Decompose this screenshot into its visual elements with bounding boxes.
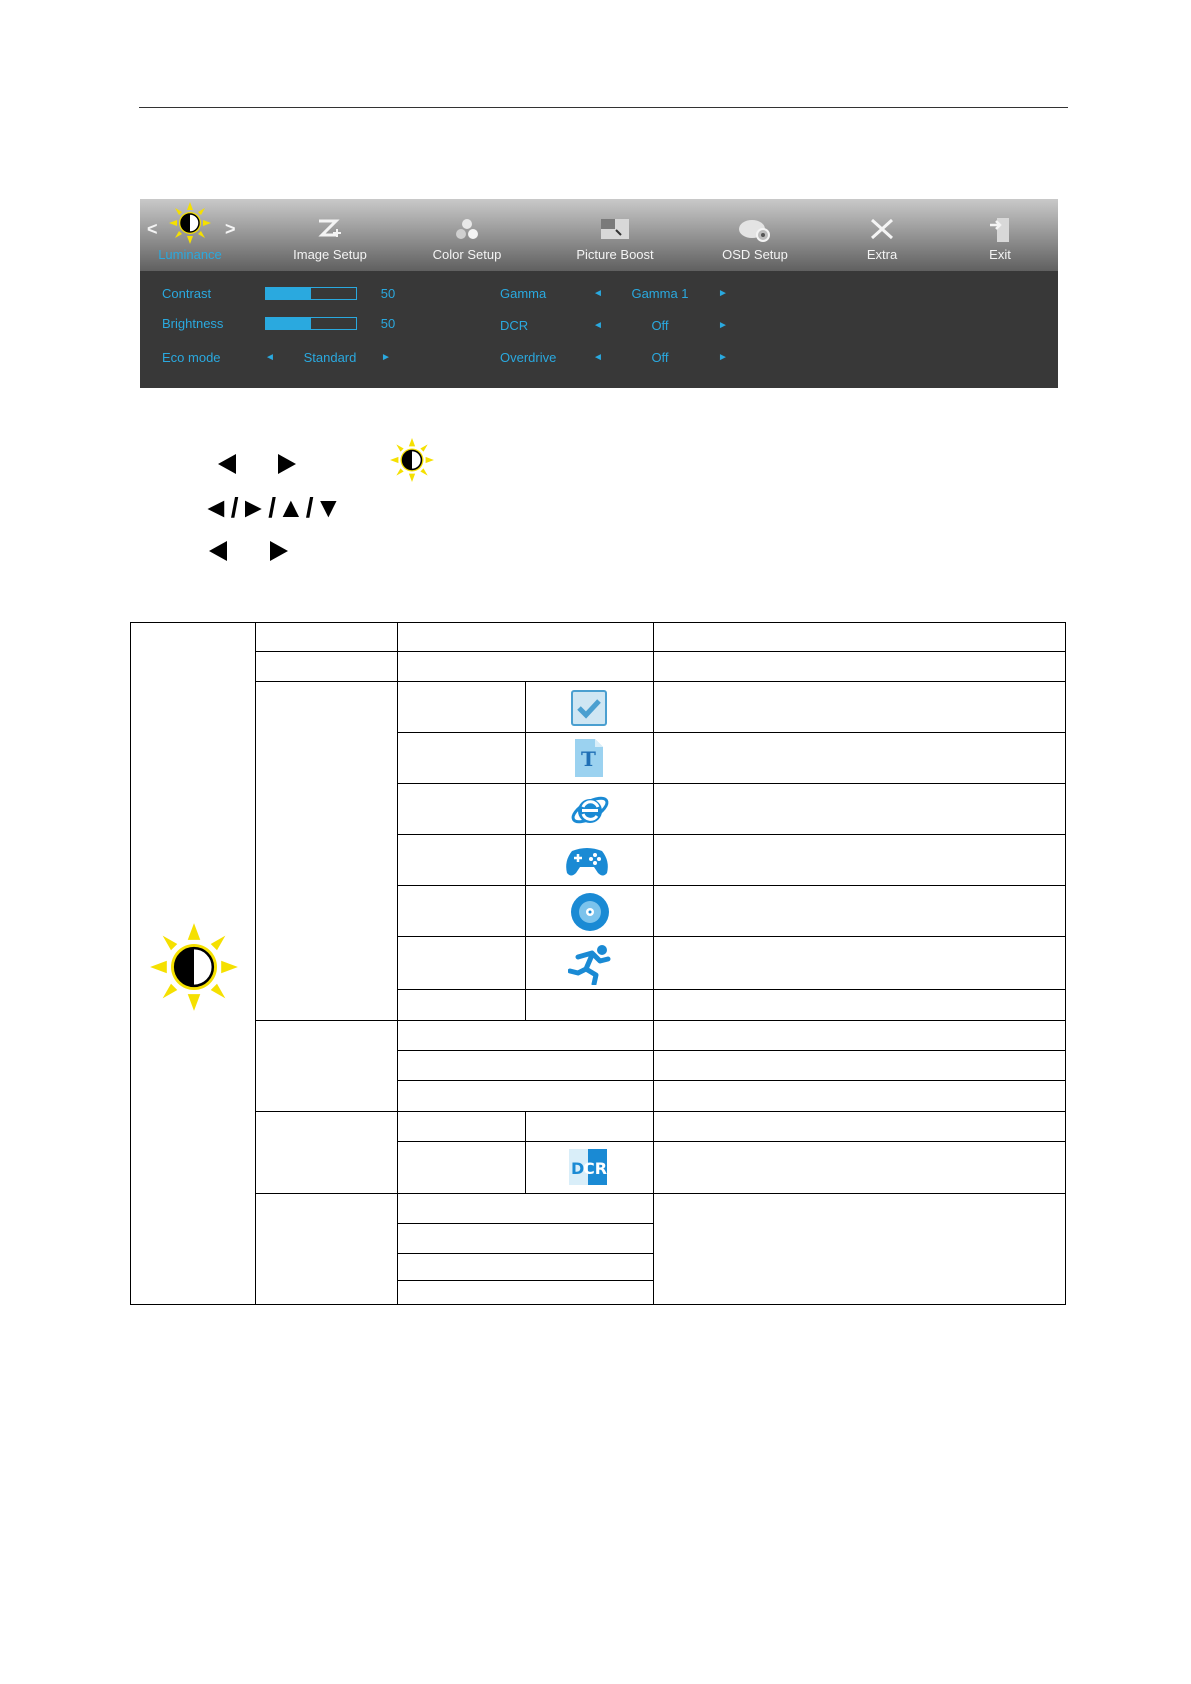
table-cell bbox=[653, 1193, 1066, 1305]
table-cell bbox=[397, 1193, 654, 1224]
tab-next-arrow[interactable]: > bbox=[225, 219, 236, 239]
table-cell bbox=[397, 1223, 654, 1254]
table-group-cell bbox=[255, 681, 398, 1021]
sun-contrast-icon bbox=[148, 921, 240, 1018]
table-cell bbox=[397, 681, 526, 733]
tab-exit[interactable] bbox=[970, 199, 1030, 271]
table-cell bbox=[397, 1141, 526, 1194]
picture-boost-icon bbox=[600, 217, 630, 246]
table-cell bbox=[397, 783, 526, 835]
dcr-value: Off bbox=[651, 318, 669, 333]
left-arrow-icon bbox=[218, 454, 236, 474]
table-cell bbox=[653, 885, 1066, 937]
gamma-left-arrow[interactable]: ◄ bbox=[593, 288, 603, 299]
table-cell bbox=[525, 989, 654, 1021]
exit-door-icon bbox=[988, 217, 1012, 248]
osd-setup-icon bbox=[738, 217, 772, 248]
svg-text:CR: CR bbox=[583, 1159, 608, 1178]
sun-contrast-icon bbox=[168, 201, 212, 250]
dcr-icon bbox=[568, 1148, 608, 1191]
table-header-cell bbox=[255, 622, 398, 652]
dcr-label: DCR bbox=[500, 318, 529, 333]
table-cell bbox=[397, 936, 526, 990]
internet-browser-icon bbox=[569, 789, 611, 836]
gamma-value: Gamma 1 bbox=[631, 286, 689, 301]
osd-menu bbox=[140, 199, 1058, 388]
table-icon-cell bbox=[525, 732, 654, 784]
table-header-cell bbox=[653, 622, 1066, 652]
tab-extra[interactable] bbox=[842, 199, 922, 271]
contrast-value: 50 bbox=[380, 286, 396, 301]
navigation-arrows-symbols: ◄/►/▲/▼ bbox=[202, 492, 344, 523]
table-cell bbox=[397, 1111, 526, 1142]
overdrive-value: Off bbox=[651, 350, 669, 365]
tab-label: OSD Setup bbox=[722, 247, 788, 262]
table-cell bbox=[653, 732, 1066, 784]
table-cell bbox=[397, 989, 526, 1021]
gamma-label: Gamma bbox=[500, 286, 547, 301]
overdrive-left-arrow[interactable]: ◄ bbox=[593, 352, 603, 363]
left-arrow-icon bbox=[209, 541, 227, 561]
table-icon-cell bbox=[525, 885, 654, 937]
table-group-cell bbox=[255, 1020, 398, 1112]
sun-contrast-icon bbox=[389, 437, 435, 488]
table-cell bbox=[653, 1050, 1066, 1081]
tab-label: Color Setup bbox=[432, 247, 502, 262]
text-document-icon bbox=[574, 738, 604, 783]
eco-mode-left-arrow[interactable]: ◄ bbox=[265, 352, 275, 363]
contrast-slider-fill bbox=[266, 288, 311, 299]
overdrive-right-arrow[interactable]: ► bbox=[718, 352, 728, 363]
contrast-slider[interactable] bbox=[265, 287, 357, 300]
overdrive-label: Overdrive bbox=[500, 350, 557, 365]
tab-image-setup[interactable] bbox=[280, 199, 380, 271]
table-header-cell bbox=[397, 622, 654, 652]
table-cell bbox=[653, 1141, 1066, 1194]
standard-check-icon bbox=[570, 689, 608, 732]
table-cell bbox=[525, 1111, 654, 1142]
table-cell bbox=[653, 989, 1066, 1021]
table-icon-cell bbox=[525, 681, 654, 733]
tab-color-setup[interactable] bbox=[417, 199, 517, 271]
table-cell bbox=[653, 1080, 1066, 1112]
tab-osd-setup[interactable] bbox=[705, 199, 805, 271]
osd-tab-bar bbox=[140, 199, 1058, 271]
table-cell bbox=[397, 1253, 654, 1281]
table-menu-icon-cell bbox=[130, 622, 256, 1305]
right-arrow-icon bbox=[270, 541, 288, 561]
table-cell bbox=[653, 834, 1066, 886]
table-cell bbox=[653, 1020, 1066, 1051]
table-icon-cell bbox=[525, 1141, 654, 1194]
tab-label: Image Setup bbox=[293, 247, 367, 262]
table-group-cell bbox=[255, 1111, 398, 1194]
brightness-slider-fill bbox=[266, 318, 311, 329]
tab-label: Picture Boost bbox=[576, 247, 654, 262]
table-icon-cell bbox=[525, 936, 654, 990]
table-icon-cell bbox=[525, 834, 654, 886]
svg-text:D: D bbox=[571, 1159, 585, 1178]
extra-tools-icon bbox=[869, 217, 895, 246]
dcr-left-arrow[interactable]: ◄ bbox=[593, 320, 603, 331]
table-cell bbox=[653, 783, 1066, 835]
table-cell bbox=[397, 1020, 654, 1051]
table-cell bbox=[653, 651, 1066, 682]
contrast-label: Contrast bbox=[162, 286, 212, 301]
svg-text:T: T bbox=[581, 747, 596, 771]
table-cell bbox=[653, 1111, 1066, 1142]
sports-runner-icon bbox=[568, 943, 612, 990]
table-group-cell bbox=[255, 1193, 398, 1305]
tab-label: Luminance bbox=[158, 247, 222, 262]
table-cell bbox=[653, 681, 1066, 733]
tab-prev-arrow[interactable]: < bbox=[147, 219, 158, 239]
eco-mode-value: Standard bbox=[303, 350, 357, 365]
tab-picture-boost[interactable] bbox=[560, 199, 670, 271]
table-icon-cell bbox=[525, 783, 654, 835]
brightness-label: Brightness bbox=[162, 316, 224, 331]
page-top-rule bbox=[139, 107, 1068, 108]
table-cell bbox=[397, 1050, 654, 1081]
table-cell bbox=[397, 1280, 654, 1305]
right-arrow-icon bbox=[278, 454, 296, 474]
color-setup-icon bbox=[454, 217, 480, 246]
table-cell bbox=[397, 834, 526, 886]
tab-luminance[interactable] bbox=[145, 199, 235, 271]
table-cell bbox=[653, 936, 1066, 990]
table-cell bbox=[255, 651, 398, 682]
tab-label: Extra bbox=[866, 247, 898, 262]
movie-disc-icon bbox=[570, 892, 610, 937]
dcr-right-arrow[interactable]: ► bbox=[718, 320, 728, 331]
brightness-value: 50 bbox=[380, 316, 396, 331]
tab-label: Exit bbox=[989, 247, 1011, 262]
eco-mode-right-arrow[interactable]: ► bbox=[381, 352, 391, 363]
brightness-slider[interactable] bbox=[265, 317, 357, 330]
table-cell bbox=[397, 885, 526, 937]
image-setup-icon bbox=[316, 217, 344, 246]
eco-mode-label: Eco mode bbox=[162, 350, 221, 365]
table-cell bbox=[397, 732, 526, 784]
game-controller-icon bbox=[564, 843, 610, 884]
gamma-right-arrow[interactable]: ► bbox=[718, 288, 728, 299]
table-cell bbox=[397, 651, 654, 682]
table-cell bbox=[397, 1080, 654, 1112]
